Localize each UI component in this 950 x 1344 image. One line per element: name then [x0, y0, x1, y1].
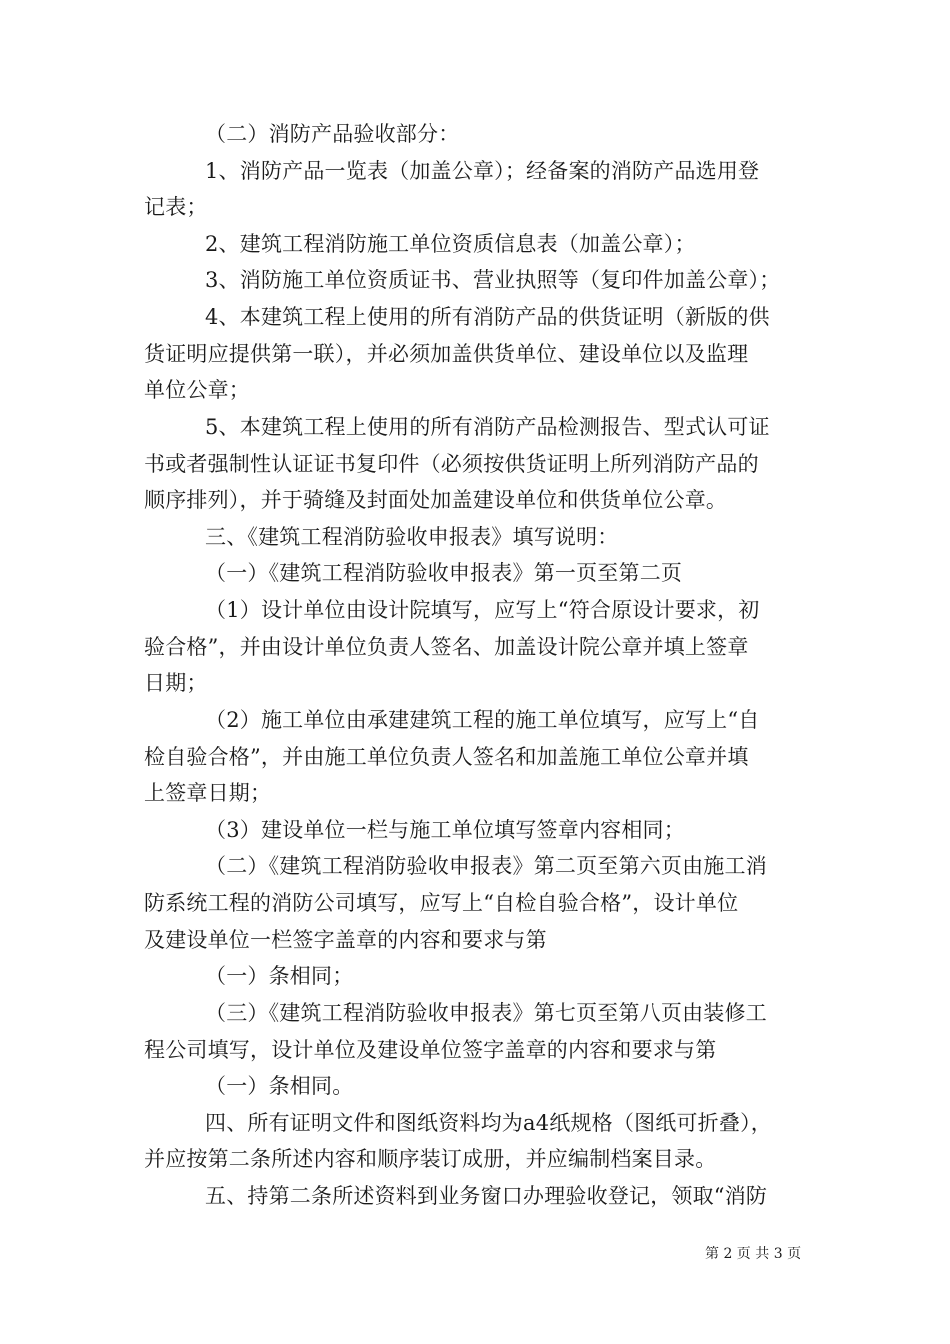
page-number-footer: 第 2 页 共 3 页 [705, 1246, 802, 1262]
text-line: 防系统工程的消防公司填写，应写上“自检自验合格”，设计单位 [144, 891, 739, 915]
text-line: 上签章日期； [144, 781, 272, 805]
text-line: 检自验合格”，并由施工单位负责人签名和加盖施工单位公章并填 [144, 745, 749, 769]
text-line: 5、本建筑工程上使用的所有消防产品检测报告、型式认可证 [205, 415, 770, 439]
text-line: 验合格”，并由设计单位负责人签名、加盖设计院公章并填上签章 [144, 635, 749, 659]
text-line: 单位公章； [144, 378, 250, 402]
text-line: 并应按第二条所述内容和顺序装订成册，并应编制档案目录。 [144, 1147, 717, 1171]
text-line: （一）条相同。 [205, 1074, 354, 1098]
text-line: 顺序排列），并于骑缝及封面处加盖建设单位和供货单位公章。 [144, 488, 728, 512]
text-line: 及建设单位一栏签字盖章的内容和要求与第 [144, 928, 547, 952]
text-line: 书或者强制性认证证书复印件（必须按供货证明上所列消防产品的 [144, 452, 759, 476]
text-line: 4、本建筑工程上使用的所有消防产品的供货证明（新版的供 [205, 305, 770, 329]
text-line: （一）《建筑工程消防验收申报表》第一页至第二页 [205, 561, 683, 585]
text-line: 货证明应提供第一联），并必须加盖供货单位、建设单位以及监理 [144, 342, 749, 366]
text-line: 3、消防施工单位资质证书、营业执照等（复印件加盖公章）； [205, 268, 781, 292]
text-line: （2）施工单位由承建建筑工程的施工单位填写，应写上“自 [205, 708, 760, 732]
text-line: （三）《建筑工程消防验收申报表》第七页至第八页由装修工 [205, 1001, 767, 1025]
text-line: 五、持第二条所述资料到业务窗口办理验收登记，领取“消防 [205, 1184, 768, 1208]
text-line: 2、建筑工程消防施工单位资质信息表（加盖公章）； [205, 232, 696, 256]
text-line: 日期； [144, 671, 208, 695]
text-line: （一）条相同； [205, 964, 354, 988]
text-line: （二）《建筑工程消防验收申报表》第二页至第六页由施工消 [205, 854, 767, 878]
text-line: 记表； [144, 195, 208, 219]
text-line: （3）建设单位一栏与施工单位填写签章内容相同； [205, 818, 685, 842]
text-line: （1）设计单位由设计院填写，应写上“符合原设计要求，初 [205, 598, 760, 622]
text-line: 四、所有证明文件和图纸资料均为a4纸规格（图纸可折叠）， [205, 1111, 772, 1135]
text-line: 1、消防产品一览表（加盖公章）；经备案的消防产品选用登 [205, 159, 760, 183]
text-line: 程公司填写，设计单位及建设单位签字盖章的内容和要求与第 [144, 1038, 717, 1062]
text-line: 三、《建筑工程消防验收申报表》填写说明： [205, 525, 619, 549]
text-line: （二）消防产品验收部分： [205, 122, 460, 146]
